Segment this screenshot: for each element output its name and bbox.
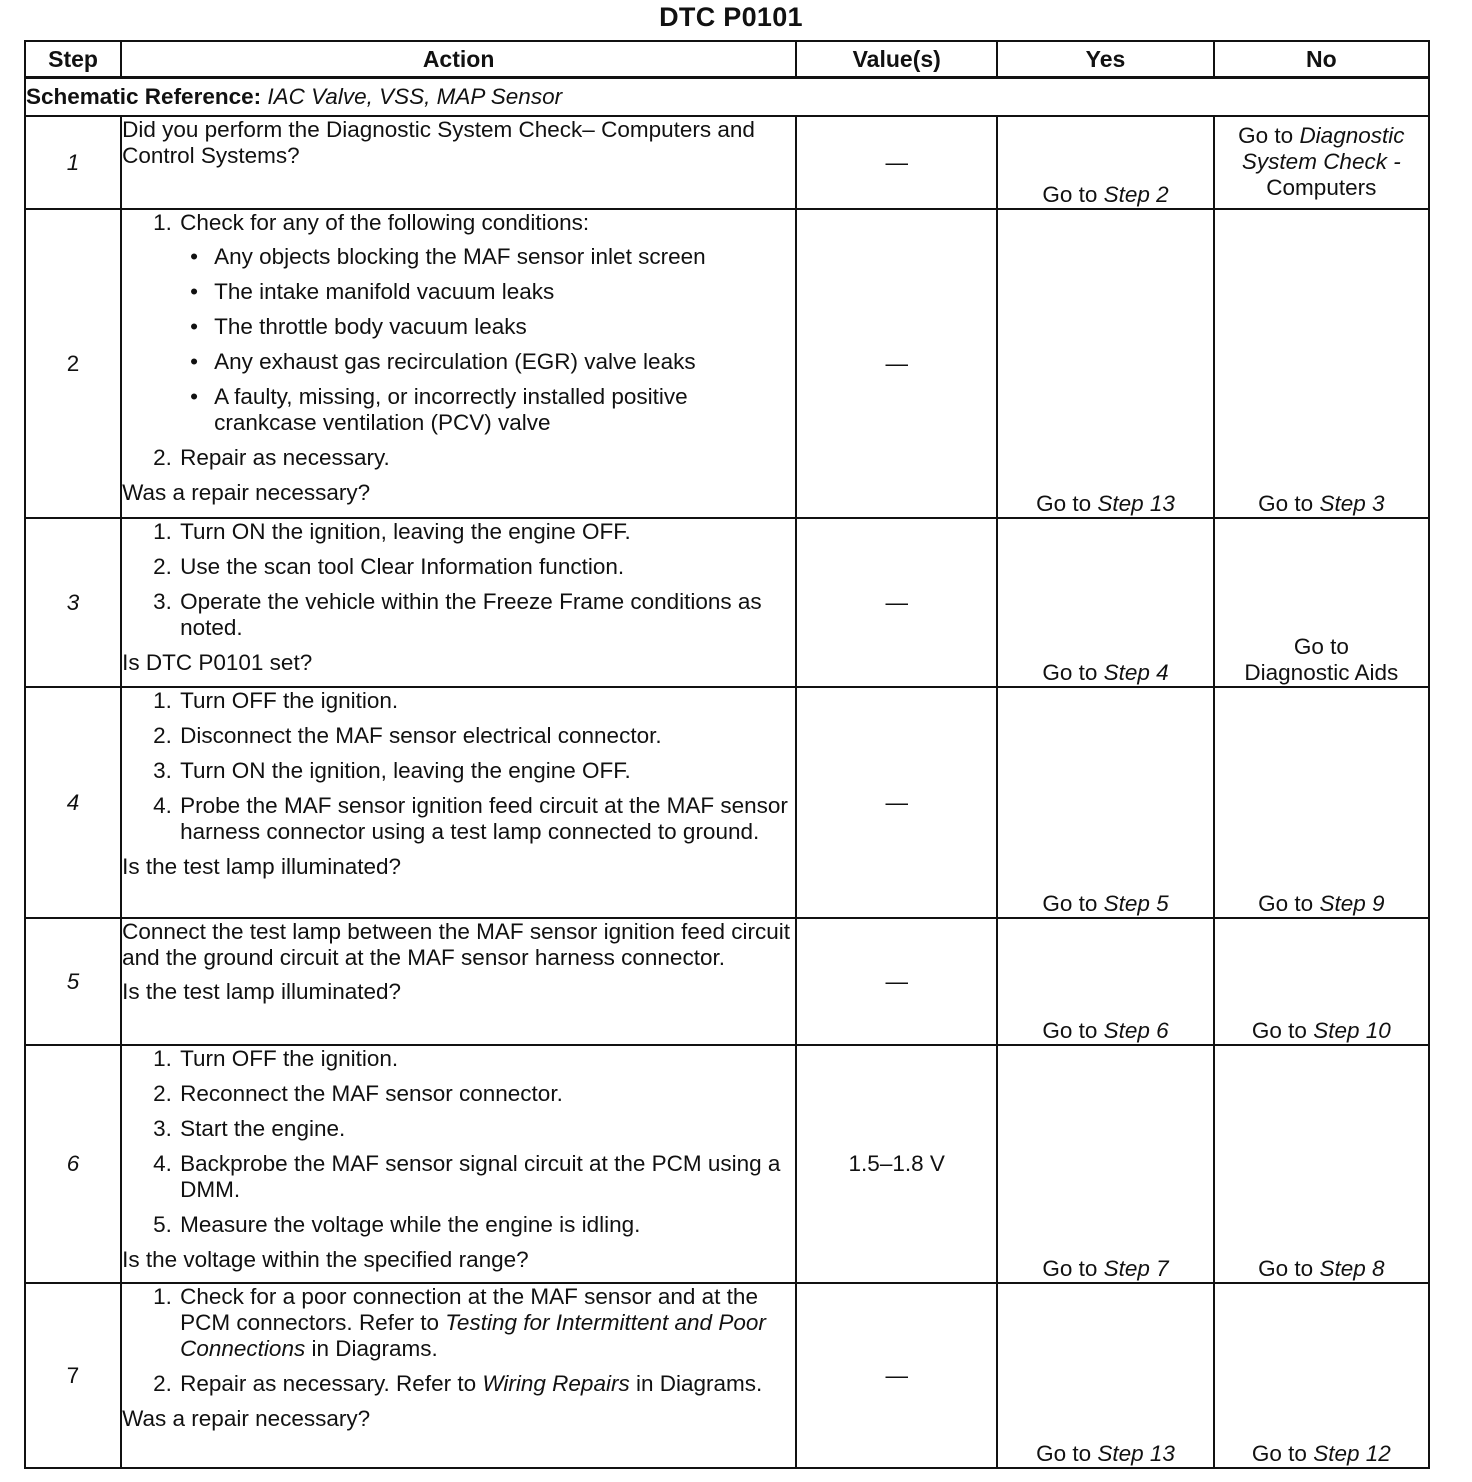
- list-item: 3. Operate the vehicle within the Freeze Frame conditions as noted.: [178, 589, 795, 641]
- list-item: [178, 1371, 795, 1397]
- table-row: [25, 687, 1429, 918]
- list-item: 1. Turn ON the ignition, leaving the engine OFF.: [178, 519, 795, 545]
- bullet-item: • The intake manifold vacuum leaks: [190, 279, 795, 305]
- no-step-link[interactable]: Step 3: [1319, 491, 1385, 516]
- list-item: 1. Turn OFF the ignition.: [178, 1046, 795, 1072]
- value-cell: —: [796, 918, 997, 1045]
- no-prefix: Go to: [1251, 1018, 1307, 1043]
- action-cell: [121, 1283, 796, 1468]
- header-no: No: [1214, 41, 1429, 78]
- no-cell: [1214, 918, 1429, 1045]
- list-item: 4. Backprobe the MAF sensor signal circuit at the PCM using a DMM.: [178, 1151, 795, 1203]
- bullet-item: • Any objects blocking the MAF sensor inlet screen: [190, 244, 795, 270]
- action-cell: [121, 1045, 796, 1283]
- table-row: [25, 518, 1429, 687]
- no-diagnostic-link[interactable]: Diagnostic System Check -: [1241, 123, 1405, 174]
- no-prefix: Go to: [1258, 1256, 1314, 1281]
- step-number: 2: [25, 209, 121, 518]
- step-number: 4: [25, 687, 121, 918]
- bullet-item: • A faulty, missing, or incorrectly installed positive crankcase ventilation (PCV) valve: [190, 384, 795, 436]
- no-step-link[interactable]: Step 8: [1319, 1256, 1385, 1281]
- yes-prefix: Go to: [1042, 660, 1098, 685]
- yes-cell: [997, 918, 1213, 1045]
- yes-step-link[interactable]: Step 6: [1103, 1018, 1169, 1043]
- step-number: 7: [25, 1283, 121, 1468]
- table-row: [25, 209, 1429, 518]
- step-number: 6: [25, 1045, 121, 1283]
- yes-prefix: Go to: [1042, 1018, 1098, 1043]
- list-item-text: in Diagrams.: [635, 1371, 763, 1396]
- value-cell: —: [796, 687, 997, 918]
- no-cell: [1214, 116, 1429, 209]
- value-cell: —: [796, 209, 997, 518]
- no-prefix: Go to: [1258, 891, 1314, 916]
- yes-step-link[interactable]: Step 2: [1103, 182, 1169, 207]
- value-cell: —: [796, 1283, 997, 1468]
- schematic-value: IAC Valve, VSS, MAP Sensor: [267, 84, 563, 109]
- header-yes: Yes: [997, 41, 1213, 78]
- no-step-link[interactable]: Step 12: [1313, 1441, 1391, 1466]
- question-text: Was a repair necessary?: [122, 480, 371, 505]
- list-item: [178, 210, 795, 436]
- action-list: [122, 688, 795, 845]
- no-line-1: Go to: [1293, 634, 1349, 659]
- diagnostic-table: [24, 40, 1430, 1469]
- action-cell: [121, 918, 796, 1045]
- bullet-list: [180, 244, 795, 436]
- page-title: DTC P0101: [659, 2, 803, 32]
- list-item: 2. Reconnect the MAF sensor connector.: [178, 1081, 795, 1107]
- bullet-item: • Any exhaust gas recirculation (EGR) valve leaks: [190, 349, 795, 375]
- no-diagnostic-aids-link[interactable]: Diagnostic Aids: [1244, 660, 1399, 685]
- yes-cell: [997, 116, 1213, 209]
- action-text: Did you perform the Diagnostic System Check– Computers and Control Systems?: [122, 117, 755, 168]
- action-list: [122, 519, 795, 641]
- list-item-text: Check for any of the following conditions:: [180, 210, 590, 235]
- action-list: [122, 210, 795, 471]
- yes-cell: [997, 687, 1213, 918]
- step-number: 5: [25, 918, 121, 1045]
- question-text: Was a repair necessary?: [122, 1406, 371, 1431]
- yes-step-link[interactable]: Step 7: [1103, 1256, 1169, 1281]
- action-text: Connect the test lamp between the MAF sensor ignition feed circuit and the ground circuit at the MAF sensor harness connector.: [122, 919, 790, 970]
- bullet-item: • The throttle body vacuum leaks: [190, 314, 795, 340]
- yes-prefix: Go to: [1036, 491, 1092, 516]
- value-cell: 1.5–1.8 V: [796, 1045, 997, 1283]
- table-row: [25, 1283, 1429, 1468]
- no-step-link[interactable]: Step 10: [1313, 1018, 1391, 1043]
- list-item-text: Repair as necessary. Refer to: [180, 1371, 477, 1396]
- value-cell: —: [796, 116, 997, 209]
- header-row: [25, 41, 1429, 78]
- testing-intermittent-link[interactable]: Testing for Intermittent and Poor Connections: [180, 1310, 766, 1361]
- step-number: 3: [25, 518, 121, 687]
- list-item: [178, 1284, 795, 1362]
- list-item-text: Check for a poor connection at the MAF sensor and at the PCM connectors. Refer to: [180, 1284, 758, 1335]
- schematic-label: Schematic Reference:: [26, 84, 262, 109]
- action-cell: [121, 687, 796, 918]
- yes-cell: [997, 1045, 1213, 1283]
- action-list: [122, 1046, 795, 1238]
- list-item: 1. Turn OFF the ignition.: [178, 688, 795, 714]
- table-row: [25, 918, 1429, 1045]
- table-row: [25, 116, 1429, 209]
- question-text: Is the test lamp illuminated?: [122, 854, 402, 879]
- yes-step-link[interactable]: Step 13: [1097, 1441, 1175, 1466]
- header-action: Action: [121, 41, 796, 78]
- no-prefix: Go to: [1251, 1441, 1307, 1466]
- no-prefix: Go to: [1258, 491, 1314, 516]
- schematic-row: [25, 78, 1429, 117]
- list-item: 5. Measure the voltage while the engine is idling.: [178, 1212, 795, 1238]
- action-cell: [121, 116, 796, 209]
- no-cell: [1214, 518, 1429, 687]
- no-cell: [1214, 1045, 1429, 1283]
- step-number: 1: [25, 116, 121, 209]
- question-text: Is the test lamp illuminated?: [122, 979, 402, 1004]
- yes-prefix: Go to: [1042, 1256, 1098, 1281]
- no-prefix: Go to: [1238, 123, 1294, 148]
- list-item: 2. Repair as necessary.: [178, 445, 795, 471]
- list-item: 2. Disconnect the MAF sensor electrical connector.: [178, 723, 795, 749]
- action-list: [122, 1284, 795, 1397]
- table-row: [25, 1045, 1429, 1283]
- yes-step-link[interactable]: Step 13: [1097, 491, 1175, 516]
- no-suffix: Computers: [1266, 175, 1377, 200]
- yes-cell: [997, 1283, 1213, 1468]
- action-cell: [121, 209, 796, 518]
- yes-step-link[interactable]: Step 5: [1103, 891, 1169, 916]
- list-item-text: in Diagrams.: [311, 1336, 438, 1361]
- no-cell: [1214, 209, 1429, 518]
- list-item: 4. Probe the MAF sensor ignition feed circuit at the MAF sensor harness connector using a test lamp connected to ground.: [178, 793, 795, 845]
- yes-prefix: Go to: [1042, 891, 1098, 916]
- no-step-link[interactable]: Step 9: [1319, 891, 1385, 916]
- action-cell: [121, 518, 796, 687]
- no-cell: [1214, 687, 1429, 918]
- question-text: Is the voltage within the specified range?: [122, 1247, 529, 1272]
- wiring-repairs-link[interactable]: Wiring Repairs: [482, 1371, 630, 1396]
- yes-step-link[interactable]: Step 4: [1103, 660, 1169, 685]
- header-step: Step: [25, 41, 121, 78]
- schematic-reference: [25, 78, 1429, 117]
- yes-cell: [997, 518, 1213, 687]
- list-item: 3. Start the engine.: [178, 1116, 795, 1142]
- header-values: Value(s): [796, 41, 997, 78]
- yes-prefix: Go to: [1036, 1441, 1092, 1466]
- yes-cell: [997, 209, 1213, 518]
- no-cell: [1214, 1283, 1429, 1468]
- question-text: Is DTC P0101 set?: [122, 650, 313, 675]
- yes-prefix: Go to: [1042, 182, 1098, 207]
- value-cell: —: [796, 518, 997, 687]
- list-item: 3. Turn ON the ignition, leaving the engine OFF.: [178, 758, 795, 784]
- list-item: 2. Use the scan tool Clear Information function.: [178, 554, 795, 580]
